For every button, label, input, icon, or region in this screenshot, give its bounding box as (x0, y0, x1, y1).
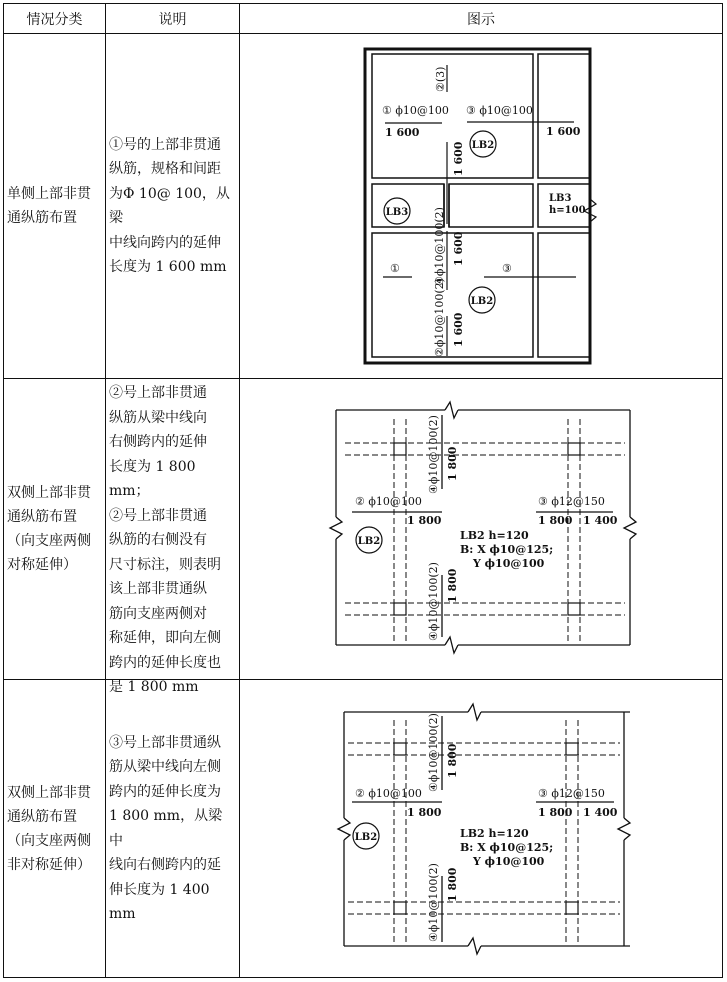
row2-category (4, 379, 105, 679)
header-diagram: 图示 (467, 11, 495, 28)
rebar3-label: ③ ϕ12@150 (538, 495, 605, 508)
desc-line: 长度为 1 600 mm (109, 259, 227, 275)
rebar2-label: ②ϕ10@100(2) (433, 278, 446, 357)
category-line: 通纵筋布置 (7, 808, 77, 825)
rebar1-marker: ① (390, 262, 400, 275)
category-line: 单侧上部非贯 (7, 186, 91, 202)
desc-line: 为Φ 10@ 100，从梁 (109, 185, 230, 226)
row3-description (106, 680, 239, 977)
rebar1-label: ① ϕ10@100 (382, 104, 449, 117)
desc-line: 伸长度为 1 400 mm (109, 881, 210, 922)
rebar3-marker: ③ (502, 262, 512, 275)
slab-plan-diagram-1 (240, 34, 722, 378)
dim-1400: 1 400 (583, 806, 618, 819)
row3-category (4, 680, 105, 977)
slab-label: LB2 (357, 536, 381, 547)
category-line: 通纵筋布置 (7, 210, 77, 226)
dim-1400: 1 400 (583, 514, 618, 527)
dim-1800: 1 800 (407, 806, 442, 819)
dim-1600: 1 600 (452, 312, 465, 347)
desc-line: 纵筋，规格和间距 (109, 161, 221, 177)
category-line: 双侧上部非贯 (7, 784, 91, 801)
rebar-table (3, 3, 723, 978)
slab-spec: LB2 h=120 (460, 827, 529, 840)
dim-1600: 1 600 (452, 231, 465, 266)
bottom-rebar-y: Y ϕ10@100 (473, 855, 545, 868)
desc-line: ②号上部非贯通 (109, 507, 207, 524)
row1-diagram-cell (240, 34, 722, 378)
rebar3-label: ③ ϕ12@150 (538, 787, 605, 800)
slab-label: LB3 (549, 193, 572, 204)
row2-diagram-cell (240, 379, 722, 679)
desc-line: 跨内的延伸长度为 (109, 783, 221, 800)
desc-line: 长度为 1 800 mm； (109, 458, 196, 499)
rebar2-label: ②(3) (434, 66, 447, 92)
desc-line: 是 1 800 mm (109, 679, 199, 695)
category-line: 非对称延伸） (7, 856, 91, 873)
desc-line: 筋向支座两侧对 (109, 605, 207, 622)
rebar4-label: ④ϕ10@100(2) (427, 562, 440, 641)
category-line: 对称延伸） (7, 557, 77, 573)
rebar2-label: ② ϕ10@100 (355, 787, 422, 800)
slab-plan-diagram-2 (240, 379, 722, 679)
slab-spec: LB2 h=120 (460, 529, 529, 542)
border-right (722, 3, 723, 978)
category-line: （向支座两侧 (7, 533, 91, 549)
header-category: 情况分类 (26, 11, 83, 28)
header-description: 说明 (158, 11, 187, 28)
dim-1800: 1 800 (538, 514, 573, 527)
slab-plan-diagram-3 (240, 680, 722, 977)
dim-1800: 1 800 (538, 806, 573, 819)
rebar4-label: ④ϕ10@100(2) (427, 415, 440, 494)
rebar4-label: ④ϕ10@100(2) (433, 207, 446, 286)
desc-line: 尺寸标注，则表明 (109, 556, 221, 573)
slab-label: LB2 (354, 832, 378, 843)
desc-line: 纵筋的右侧没有 (109, 532, 207, 548)
rebar3-label: ③ ϕ10@100 (466, 104, 533, 117)
desc-line: ③号上部非贯通纵 (109, 734, 221, 751)
row1-description (106, 34, 239, 378)
border-bottom (3, 977, 723, 978)
bottom-rebar-x: B: X ϕ10@125; (460, 543, 554, 556)
bottom-rebar-x: B: X ϕ10@125; (460, 841, 554, 854)
category-line: 通纵筋布置 (7, 509, 77, 525)
row3-diagram-cell (240, 680, 722, 977)
dim-1800: 1 800 (446, 867, 459, 902)
dim-1800: 1 800 (407, 514, 442, 527)
desc-line: 中线向跨内的延伸 (109, 234, 221, 251)
desc-line: ①号的上部非贯通 (109, 136, 221, 153)
rebar4-label: ④ϕ10@100(2) (427, 863, 440, 942)
bottom-rebar-y: Y ϕ10@100 (473, 557, 545, 570)
dim-1600: 1 600 (385, 126, 420, 139)
dim-1800: 1 800 (446, 743, 459, 778)
desc-line: 该上部非贯通纵 (109, 581, 207, 597)
rebar2-label: ② ϕ10@100 (355, 495, 422, 508)
slab-label: LB2 (471, 140, 495, 151)
desc-line: 右侧跨内的延伸 (109, 434, 207, 450)
dim-1800: 1 800 (446, 446, 459, 481)
desc-line: ②号上部非贯通 (109, 385, 207, 401)
dim-1600: 1 600 (546, 125, 581, 138)
category-line: （向支座两侧 (7, 832, 91, 849)
slab-label: LB3 (385, 207, 409, 218)
desc-line: 纵筋从梁中线向 (109, 409, 207, 426)
desc-line: 线向右侧跨内的延 (109, 857, 221, 873)
desc-line: 称延伸，即向左侧 (109, 630, 221, 646)
row1-category (4, 34, 105, 378)
slab-thickness: h=100 (549, 205, 586, 216)
category-line: 双侧上部非贯 (7, 485, 91, 501)
desc-line: 筋从梁中线向左侧 (109, 759, 221, 775)
slab-label: LB2 (470, 296, 494, 307)
row2-description (106, 379, 239, 695)
desc-line: 1 800 mm，从梁中 (109, 808, 223, 849)
dim-1800: 1 800 (446, 568, 459, 603)
desc-line: 跨内的延伸长度也 (109, 654, 221, 671)
dim-1600: 1 600 (452, 141, 465, 176)
rebar4-label: ④ϕ10@100(2) (427, 713, 440, 792)
